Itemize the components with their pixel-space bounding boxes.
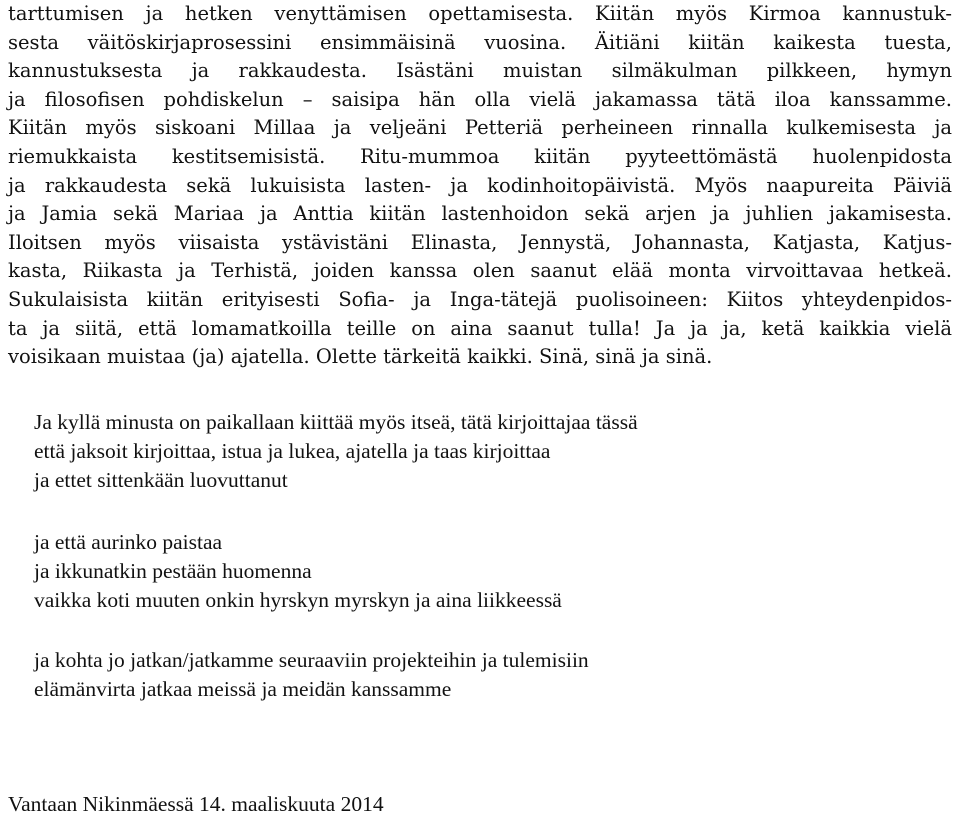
poem-line: että jaksoit kirjoittaa, istua ja lukea, ajatella ja taas kirjoittaa [34, 439, 551, 463]
poem-line: ja ikkunatkin pestään huomenna [34, 559, 312, 583]
poem-line: elämänvirta jatkaa meissä ja meidän kanssamme [34, 677, 452, 701]
paragraph-line: ta ja siitä, että lomamatkoilla teille on aina saanut tulla! Ja ja ja, ketä kaikkia vielä [8, 316, 952, 340]
paragraph-line-last: voisikaan muistaa (ja) ajatella. Olette tärkeitä kaikki. Sinä, sinä ja sinä. [8, 345, 713, 369]
paragraph-line: Iloitsen myös viisaista ystävistäni Elinasta, Jennystä, Johannasta, Katjasta, Katjus- [8, 230, 952, 254]
poem-line: ja että aurinko paistaa [34, 530, 223, 554]
paragraph-line: Sukulaisista kiitän erityisesti Sofia- ja Inga-tätejä puolisoineen: Kiitos yhteydenpidos- [8, 288, 952, 311]
paragraph-line: ja Jamia sekä Mariaa ja Anttia kiitän lastenhoidon sekä arjen ja juhlien jakamisesta. [8, 202, 952, 226]
poem-line: Ja kyllä minusta on paikallaan kiittää myös itseä, tätä kirjoittajaa tässä [34, 410, 638, 434]
paragraph-line: kasta, Riikasta ja Terhistä, joiden kanssa olen saanut elää monta virvoittavaa hetkeä. [8, 259, 952, 283]
paragraph-line: tarttumisen ja hetken venyttämisen opettamisesta. Kiitän myös Kirmoa kannustuk- [8, 2, 952, 25]
paragraph-line: ja filosofisen pohdiskelun – saisipa hän olla vielä jakamassa tätä iloa kanssamme. [8, 87, 952, 111]
paragraph-line: ja rakkaudesta sekä lukuisista lasten- ja kodinhoitopäivistä. Myös naapureita Päiviä [8, 173, 952, 197]
poem-line: ja ettet sittenkään luovuttanut [34, 468, 288, 492]
paragraph-line: sesta väitöskirjaprosessini ensimmäisinä vuosina. Äitiäni kiitän kaikesta tuesta, [8, 30, 952, 54]
paragraph-line: kannustuksesta ja rakkaudesta. Isästäni muistan silmäkulman pilkkeen, hymyn [8, 59, 952, 83]
place-and-date-signature: Vantaan Nikinmäessä 14. maaliskuuta 2014 [8, 792, 384, 816]
paragraph-line: Kiitän myös siskoani Millaa ja veljeäni Petteriä perheineen rinnalla kulkemisesta ja [8, 116, 952, 140]
poem-line: ja kohta jo jatkan/jatkamme seuraaviin projekteihin ja tulemisiin [34, 648, 589, 672]
poem-line: vaikka koti muuten onkin hyrskyn myrskyn ja aina liikkeessä [34, 588, 562, 612]
paragraph-line: riemukkaista kestitsemisistä. Ritu-mummoa kiitän pyyteettömästä huolenpidosta [8, 145, 952, 168]
